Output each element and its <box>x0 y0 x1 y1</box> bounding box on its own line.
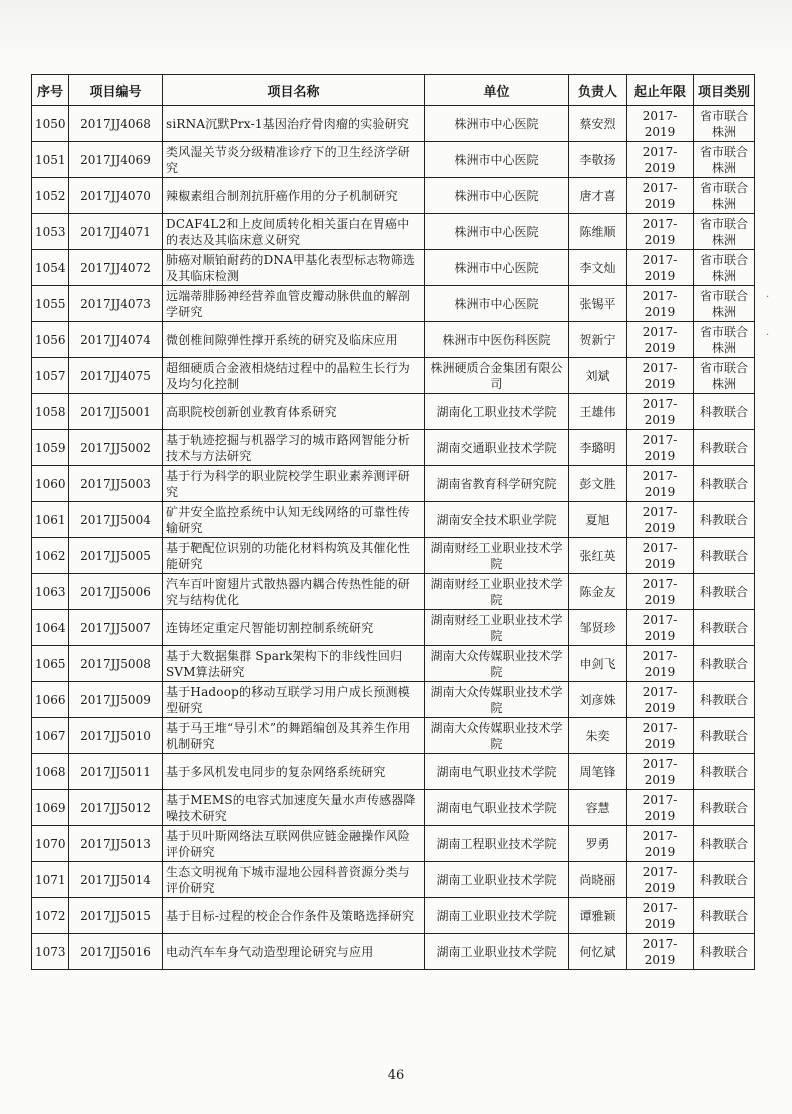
row-years-line: 2017- <box>642 504 678 519</box>
row-years-line: 2017- <box>642 720 678 735</box>
row-type <box>694 106 755 142</box>
row-type-line: 科教联合 <box>699 584 748 599</box>
row-years <box>627 430 694 466</box>
row-years-line: 2017- <box>642 612 678 627</box>
row-name: 生态文明视角下城市湿地公园科普资源分类与评价研究 <box>163 862 425 898</box>
header-code: 项目编号 <box>69 75 163 106</box>
row-years <box>627 610 694 646</box>
row-unit: 株洲市中心医院 <box>425 106 569 142</box>
row-unit: 湖南化工职业技术学院 <box>425 394 569 430</box>
row-seq: 1056 <box>32 322 69 358</box>
row-type-line: 省市联合 <box>699 180 748 195</box>
row-seq: 1068 <box>32 754 69 790</box>
row-type-line: 科教联合 <box>699 440 748 455</box>
row-code: 2017JJ5001 <box>69 394 163 430</box>
row-years-line: 2017- <box>642 756 678 771</box>
row-leader: 容慧 <box>569 790 627 826</box>
row-name: 辣椒素组合制剂抗肝癌作用的分子机制研究 <box>163 178 425 214</box>
row-type-line: 株洲 <box>711 340 736 355</box>
row-type <box>694 358 755 394</box>
row-years-line: 2019 <box>644 304 676 319</box>
row-years-line: 2019 <box>644 916 676 931</box>
table-body <box>32 106 755 970</box>
row-years <box>627 898 694 934</box>
row-unit: 湖南财经工业职业技术学院 <box>425 610 569 646</box>
row-unit: 湖南大众传媒职业技术学院 <box>425 718 569 754</box>
row-type-line: 株洲 <box>711 232 736 247</box>
table-row <box>32 718 755 754</box>
row-leader: 李璐明 <box>569 430 627 466</box>
row-type-line: 科教联合 <box>699 548 748 563</box>
row-leader: 陈维顺 <box>569 214 627 250</box>
row-unit: 湖南安全技术职业学院 <box>425 502 569 538</box>
project-table <box>31 74 755 970</box>
row-name: 电动汽车车身气动造型理论研究与应用 <box>163 934 425 970</box>
row-years-line: 2017- <box>642 144 678 159</box>
row-type <box>694 862 755 898</box>
row-type-line: 科教联合 <box>699 620 748 635</box>
table-row <box>32 430 755 466</box>
row-type <box>694 898 755 934</box>
row-type-line: 科教联合 <box>699 512 748 527</box>
table-row <box>32 322 755 358</box>
table-row <box>32 214 755 250</box>
row-years-line: 2017- <box>642 900 678 915</box>
row-seq: 1058 <box>32 394 69 430</box>
row-seq: 1065 <box>32 646 69 682</box>
table-row <box>32 610 755 646</box>
row-leader: 张锡平 <box>569 286 627 322</box>
row-code: 2017JJ5002 <box>69 430 163 466</box>
row-unit: 湖南大众传媒职业技术学院 <box>425 646 569 682</box>
row-years-line: 2017- <box>642 792 678 807</box>
row-years <box>627 466 694 502</box>
row-years <box>627 286 694 322</box>
row-leader: 彭文胜 <box>569 466 627 502</box>
row-unit: 株洲市中心医院 <box>425 178 569 214</box>
row-name: 基于贝叶斯网络法互联网供应链金融操作风险评价研究 <box>163 826 425 862</box>
row-seq: 1062 <box>32 538 69 574</box>
row-years <box>627 538 694 574</box>
row-type-line: 科教联合 <box>699 728 748 743</box>
row-years-line: 2019 <box>644 232 676 247</box>
row-type-line: 科教联合 <box>699 764 748 779</box>
row-code: 2017JJ5004 <box>69 502 163 538</box>
row-years-line: 2019 <box>644 592 676 607</box>
row-years-line: 2019 <box>644 844 676 859</box>
row-type-line: 省市联合 <box>699 108 748 123</box>
row-years-line: 2019 <box>644 160 676 175</box>
table-row <box>32 754 755 790</box>
row-type <box>694 394 755 430</box>
row-unit: 湖南财经工业职业技术学院 <box>425 538 569 574</box>
row-name: 基于Hadoop的移动互联学习用户成长预测模型研究 <box>163 682 425 718</box>
row-type-line: 科教联合 <box>699 836 748 851</box>
header-unit: 单位 <box>425 75 569 106</box>
row-type-line: 株洲 <box>711 304 736 319</box>
row-type-line: 科教联合 <box>699 800 748 815</box>
page-top-margin <box>0 0 792 70</box>
row-code: 2017JJ4069 <box>69 142 163 178</box>
row-unit: 湖南交通职业技术学院 <box>425 430 569 466</box>
page-number: 46 <box>387 1068 405 1083</box>
row-name: 肺癌对顺铂耐药的DNA甲基化表型标志物筛选及其临床检测 <box>163 250 425 286</box>
table-row <box>32 286 755 322</box>
row-type <box>694 250 755 286</box>
scan-mark: · <box>766 330 770 341</box>
header-name: 项目名称 <box>163 75 425 106</box>
row-type <box>694 466 755 502</box>
row-years-line: 2019 <box>644 736 676 751</box>
row-years <box>627 718 694 754</box>
row-code: 2017JJ4068 <box>69 106 163 142</box>
row-unit: 株洲市中心医院 <box>425 142 569 178</box>
table-row <box>32 574 755 610</box>
row-leader: 李敬扬 <box>569 142 627 178</box>
row-seq: 1057 <box>32 358 69 394</box>
row-years-line: 2017- <box>642 432 678 447</box>
row-years-line: 2017- <box>642 324 678 339</box>
row-years-line: 2019 <box>644 376 676 391</box>
row-name: 类风湿关节炎分级精准诊疗下的卫生经济学研究 <box>163 142 425 178</box>
row-type-line: 科教联合 <box>699 872 748 887</box>
row-years-line: 2017- <box>642 540 678 555</box>
row-years-line: 2017- <box>642 252 678 267</box>
row-unit: 株洲市中心医院 <box>425 250 569 286</box>
row-unit: 湖南省教育科学研究院 <box>425 466 569 502</box>
row-code: 2017JJ4070 <box>69 178 163 214</box>
row-years-line: 2017- <box>642 936 678 951</box>
row-years <box>627 394 694 430</box>
row-code: 2017JJ5007 <box>69 610 163 646</box>
row-leader: 邹贤珍 <box>569 610 627 646</box>
row-leader: 刘斌 <box>569 358 627 394</box>
row-unit: 株洲硬质合金集团有限公司 <box>425 358 569 394</box>
row-type-line: 科教联合 <box>699 476 748 491</box>
row-years-line: 2017- <box>642 648 678 663</box>
row-years <box>627 826 694 862</box>
row-seq: 1067 <box>32 718 69 754</box>
row-leader: 申剑飞 <box>569 646 627 682</box>
row-leader: 唐才喜 <box>569 178 627 214</box>
row-years <box>627 358 694 394</box>
row-unit: 湖南工业职业技术学院 <box>425 862 569 898</box>
row-seq: 1050 <box>32 106 69 142</box>
table-row <box>32 898 755 934</box>
row-type <box>694 538 755 574</box>
table-row <box>32 538 755 574</box>
row-years-line: 2017- <box>642 108 678 123</box>
row-years-line: 2019 <box>644 556 676 571</box>
row-years <box>627 682 694 718</box>
row-type <box>694 646 755 682</box>
row-leader: 何忆斌 <box>569 934 627 970</box>
row-type-line: 科教联合 <box>699 404 748 419</box>
table-row <box>32 394 755 430</box>
row-name: 基于靶配位识别的功能化材料构筑及其催化性能研究 <box>163 538 425 574</box>
table-row <box>32 934 755 970</box>
row-years-line: 2019 <box>644 124 676 139</box>
row-name: 连铸坯定重定尺智能切割控制系统研究 <box>163 610 425 646</box>
row-code: 2017JJ4074 <box>69 322 163 358</box>
row-code: 2017JJ5016 <box>69 934 163 970</box>
row-years-line: 2017- <box>642 216 678 231</box>
row-type <box>694 826 755 862</box>
header-years: 起止年限 <box>627 75 694 106</box>
row-leader: 夏旭 <box>569 502 627 538</box>
row-years-line: 2019 <box>644 808 676 823</box>
table-row <box>32 358 755 394</box>
row-leader: 陈金友 <box>569 574 627 610</box>
row-leader: 周笔锋 <box>569 754 627 790</box>
row-code: 2017JJ5015 <box>69 898 163 934</box>
row-years-line: 2019 <box>644 340 676 355</box>
row-seq: 1066 <box>32 682 69 718</box>
row-years <box>627 106 694 142</box>
row-years <box>627 646 694 682</box>
row-type-line: 省市联合 <box>699 216 748 231</box>
row-seq: 1064 <box>32 610 69 646</box>
row-unit: 株洲市中心医院 <box>425 286 569 322</box>
row-seq: 1052 <box>32 178 69 214</box>
row-type-line: 株洲 <box>711 124 736 139</box>
row-type <box>694 286 755 322</box>
row-code: 2017JJ5006 <box>69 574 163 610</box>
row-years <box>627 322 694 358</box>
row-type-line: 株洲 <box>711 160 736 175</box>
row-years-line: 2017- <box>642 864 678 879</box>
table-row <box>32 502 755 538</box>
row-type <box>694 718 755 754</box>
row-unit: 湖南财经工业职业技术学院 <box>425 574 569 610</box>
row-years-line: 2019 <box>644 952 676 967</box>
row-unit: 株洲市中心医院 <box>425 214 569 250</box>
row-type-line: 科教联合 <box>699 944 748 959</box>
row-years-line: 2017- <box>642 684 678 699</box>
row-seq: 1069 <box>32 790 69 826</box>
row-years-line: 2019 <box>644 772 676 787</box>
row-years <box>627 574 694 610</box>
row-leader: 蔡安烈 <box>569 106 627 142</box>
row-years-line: 2019 <box>644 484 676 499</box>
table-row <box>32 826 755 862</box>
row-unit: 株洲市中医伤科医院 <box>425 322 569 358</box>
row-unit: 湖南工业职业技术学院 <box>425 934 569 970</box>
row-type <box>694 934 755 970</box>
row-unit: 湖南电气职业技术学院 <box>425 790 569 826</box>
row-years <box>627 178 694 214</box>
row-years-line: 2019 <box>644 268 676 283</box>
row-leader: 朱奕 <box>569 718 627 754</box>
row-years-line: 2019 <box>644 196 676 211</box>
row-code: 2017JJ5011 <box>69 754 163 790</box>
table-header-row <box>32 75 755 106</box>
row-name: DCAF4L2和上皮间质转化相关蛋白在胃癌中的表达及其临床意义研究 <box>163 214 425 250</box>
row-years <box>627 142 694 178</box>
row-name: 矿井安全监控系统中认知无线网络的可靠性传输研究 <box>163 502 425 538</box>
row-seq: 1053 <box>32 214 69 250</box>
row-years <box>627 754 694 790</box>
row-type <box>694 610 755 646</box>
row-leader: 张红英 <box>569 538 627 574</box>
row-years <box>627 502 694 538</box>
header-type: 项目类别 <box>694 75 755 106</box>
row-years-line: 2019 <box>644 700 676 715</box>
row-years-line: 2019 <box>644 520 676 535</box>
row-code: 2017JJ5013 <box>69 826 163 862</box>
row-type-line: 科教联合 <box>699 656 748 671</box>
row-type-line: 省市联合 <box>699 144 748 159</box>
row-name: 超细硬质合金液相烧结过程中的晶粒生长行为及均匀化控制 <box>163 358 425 394</box>
row-seq: 1071 <box>32 862 69 898</box>
row-code: 2017JJ4073 <box>69 286 163 322</box>
row-unit: 湖南工程职业技术学院 <box>425 826 569 862</box>
row-leader: 王雄伟 <box>569 394 627 430</box>
row-code: 2017JJ5003 <box>69 466 163 502</box>
row-type-line: 株洲 <box>711 376 736 391</box>
header-leader: 负责人 <box>569 75 627 106</box>
row-years-line: 2019 <box>644 628 676 643</box>
row-years-line: 2019 <box>644 880 676 895</box>
row-name: 远端蒂腓肠神经营养血管皮瓣动脉供血的解剖学研究 <box>163 286 425 322</box>
row-years <box>627 934 694 970</box>
row-code: 2017JJ5012 <box>69 790 163 826</box>
row-years-line: 2019 <box>644 412 676 427</box>
row-leader: 刘彦姝 <box>569 682 627 718</box>
row-unit: 湖南大众传媒职业技术学院 <box>425 682 569 718</box>
row-type <box>694 214 755 250</box>
header-seq: 序号 <box>32 75 69 106</box>
row-seq: 1072 <box>32 898 69 934</box>
row-name: 基于目标-过程的校企合作条件及策略选择研究 <box>163 898 425 934</box>
row-code: 2017JJ4071 <box>69 214 163 250</box>
row-seq: 1063 <box>32 574 69 610</box>
row-name: 基于轨迹挖掘与机器学习的城市路网智能分析技术与方法研究 <box>163 430 425 466</box>
row-seq: 1073 <box>32 934 69 970</box>
table-row <box>32 790 755 826</box>
row-seq: 1051 <box>32 142 69 178</box>
row-seq: 1070 <box>32 826 69 862</box>
row-name: 基于马王堆“导引术”的舞蹈编创及其养生作用机制研究 <box>163 718 425 754</box>
table-row <box>32 106 755 142</box>
row-type <box>694 754 755 790</box>
row-type <box>694 322 755 358</box>
row-years-line: 2017- <box>642 360 678 375</box>
row-unit: 湖南工业职业技术学院 <box>425 898 569 934</box>
row-type-line: 省市联合 <box>699 288 748 303</box>
row-name: 高职院校创新创业教育体系研究 <box>163 394 425 430</box>
table-row <box>32 466 755 502</box>
row-type-line: 株洲 <box>711 268 736 283</box>
row-type <box>694 430 755 466</box>
row-name: 基于行为科学的职业院校学生职业素养测评研究 <box>163 466 425 502</box>
row-type <box>694 682 755 718</box>
row-years-line: 2017- <box>642 396 678 411</box>
row-name: 基于MEMS的电容式加速度矢量水声传感器降噪技术研究 <box>163 790 425 826</box>
row-leader: 罗勇 <box>569 826 627 862</box>
row-years <box>627 862 694 898</box>
row-leader: 谭雅颖 <box>569 898 627 934</box>
row-name: 基于大数据集群 Spark架构下的非线性回归SVM算法研究 <box>163 646 425 682</box>
row-leader: 尚晓丽 <box>569 862 627 898</box>
row-years-line: 2017- <box>642 576 678 591</box>
row-seq: 1060 <box>32 466 69 502</box>
row-seq: 1055 <box>32 286 69 322</box>
row-years <box>627 250 694 286</box>
row-years-line: 2019 <box>644 448 676 463</box>
row-code: 2017JJ4072 <box>69 250 163 286</box>
row-type <box>694 502 755 538</box>
row-years-line: 2017- <box>642 468 678 483</box>
table-row <box>32 178 755 214</box>
row-years-line: 2017- <box>642 828 678 843</box>
row-type-line: 省市联合 <box>699 360 748 375</box>
row-type-line: 省市联合 <box>699 324 748 339</box>
row-leader: 李文灿 <box>569 250 627 286</box>
row-type <box>694 178 755 214</box>
row-name: 汽车百叶窗翅片式散热器内耦合传热性能的研究与结构优化 <box>163 574 425 610</box>
row-years <box>627 214 694 250</box>
row-code: 2017JJ4075 <box>69 358 163 394</box>
row-seq: 1054 <box>32 250 69 286</box>
row-name: siRNA沉默Prx-1基因治疗骨肉瘤的实验研究 <box>163 106 425 142</box>
row-type-line: 株洲 <box>711 196 736 211</box>
table-row <box>32 862 755 898</box>
row-unit: 湖南电气职业技术学院 <box>425 754 569 790</box>
table-row <box>32 682 755 718</box>
row-name: 基于多风机发电同步的复杂网络系统研究 <box>163 754 425 790</box>
row-name: 微创椎间隙弹性撑开系统的研究及临床应用 <box>163 322 425 358</box>
row-code: 2017JJ5009 <box>69 682 163 718</box>
row-years-line: 2017- <box>642 288 678 303</box>
row-type <box>694 574 755 610</box>
table-row <box>32 142 755 178</box>
table-row <box>32 250 755 286</box>
row-code: 2017JJ5005 <box>69 538 163 574</box>
row-type <box>694 142 755 178</box>
scan-mark: · <box>766 292 770 303</box>
row-years-line: 2019 <box>644 664 676 679</box>
row-type-line: 科教联合 <box>699 908 748 923</box>
row-code: 2017JJ5014 <box>69 862 163 898</box>
row-type <box>694 790 755 826</box>
row-code: 2017JJ5010 <box>69 718 163 754</box>
row-type-line: 省市联合 <box>699 252 748 267</box>
row-years <box>627 790 694 826</box>
row-code: 2017JJ5008 <box>69 646 163 682</box>
row-type-line: 科教联合 <box>699 692 748 707</box>
row-seq: 1059 <box>32 430 69 466</box>
row-years-line: 2017- <box>642 180 678 195</box>
row-leader: 贺新宁 <box>569 322 627 358</box>
row-seq: 1061 <box>32 502 69 538</box>
table-row <box>32 646 755 682</box>
